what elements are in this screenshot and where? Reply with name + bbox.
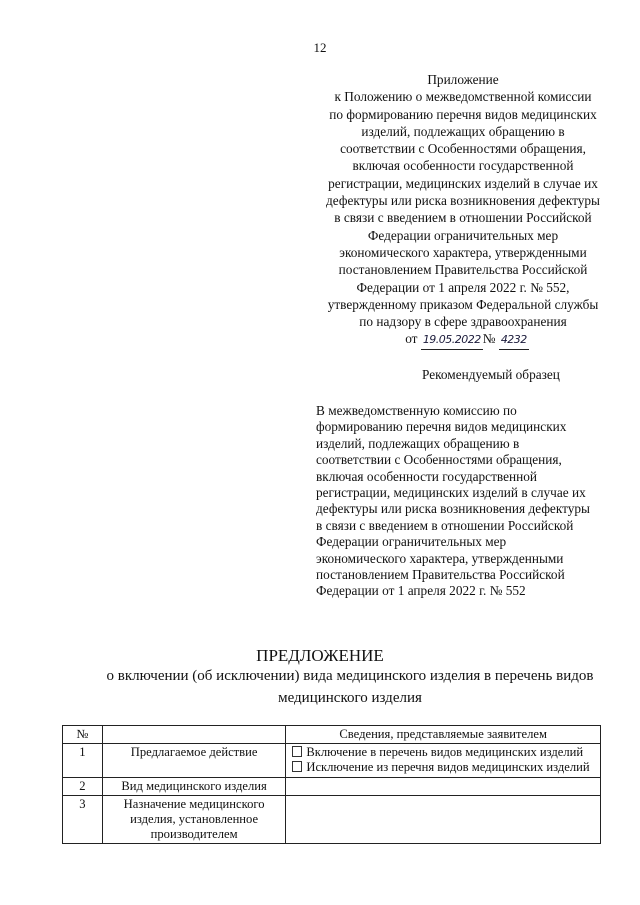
appendix-line: по формированию перечня видов медицинских [329,106,597,122]
appendix-line: в связи с введением в отношении Российской [334,210,592,226]
recommended-sample-label: Рекомендуемый образец [422,367,560,382]
row-number: 2 [63,777,103,795]
table-row [63,777,601,795]
row-label: Вид медицинского изделия [102,777,285,795]
appendix-line: постановлением Правительства Российской [338,262,588,278]
appendix-line: изделий, подлежащих обращению в [361,123,565,139]
document-subtitle [60,665,640,709]
appendix-line: регистрации, медицинских изделий в случае их [328,175,598,191]
checkbox-icon[interactable] [292,746,302,757]
addressee-line: соответствии с Особенностями обращения, [316,452,562,468]
subtitle-line: о включении (об исключении) вида медицинского изделия в перечень видов [106,668,594,684]
appendix-line: Федерации ограничительных мер [367,227,559,243]
addressee-line: В межведомственную комиссию по [316,403,517,418]
addressee-line: включая особенности государственной [316,468,537,484]
appendix-block [318,71,608,350]
document-title: ПРЕДЛОЖЕНИЕ [256,646,384,665]
appendix-line: Федерации от 1 апреля 2022 г. № 552, [356,279,570,295]
checkbox-icon[interactable] [292,761,302,772]
addressee-line: дефектуры или риска возникновения дефектуры [316,501,590,517]
page-number: 12 [313,40,327,55]
addressee-line: изделий, подлежащих обращению в [316,435,520,451]
row-number: 1 [63,744,103,777]
appendix-line: соответствии с Особенностями обращения, [340,141,586,157]
table-header-row [63,726,601,744]
appendix-date-line [318,330,608,349]
row-value-field[interactable] [286,777,601,795]
appendix-line: утвержденному приказом Федеральной службы [327,296,599,312]
appendix-line: включая особенности государственной [352,158,574,174]
addressee-line: постановлением Правительства Российской [316,567,565,583]
addressee-line: в связи с введением в отношении Российской [316,517,574,533]
appendix-line: Приложение [427,72,499,87]
header-number: № [63,726,103,744]
addressee-line: регистрации, медицинских изделий в случае их [316,485,586,501]
table-row [63,744,601,777]
appendix-line: по надзору в сфере здравоохранения [359,314,567,330]
row-value [286,744,601,777]
option-include[interactable] [292,745,594,760]
addressee-line: формированию перечня видов медицинских [316,419,567,435]
addressee-line: Федерации от 1 апреля 2022 г. № 552 [316,583,526,599]
appendix-line: дефектуры или риска возникновения дефектуры [326,193,600,209]
number-sign: № [482,331,496,347]
appendix-line: к Положению о межведомственной комиссии [334,89,592,105]
date-prefix: от [405,331,418,347]
option-exclude-label: Исключение из перечня видов медицинских изделий [306,760,590,775]
proposal-table [62,725,601,844]
option-include-label: Включение в перечень видов медицинских изделий [306,745,584,760]
addressee-line: экономического характера, утвержденными [316,550,564,566]
row-label: Назначение медицинского изделия, установленное производителем [102,795,285,844]
header-applicant-info: Сведения, представляемые заявителем [286,726,601,744]
row-value-field[interactable] [286,795,601,844]
option-exclude[interactable] [292,760,594,775]
addressee-line: Федерации ограничительных мер [316,534,507,550]
table-row [63,795,601,844]
handwritten-date: 19.05.2022 [421,331,483,349]
row-label: Предлагаемое действие [102,744,285,777]
subtitle-line: медицинского изделия [278,690,422,706]
row-number: 3 [63,795,103,844]
header-field [102,726,285,744]
addressee-block [316,403,616,600]
handwritten-number: 4232 [499,331,529,349]
appendix-line: экономического характера, утвержденными [339,244,587,260]
